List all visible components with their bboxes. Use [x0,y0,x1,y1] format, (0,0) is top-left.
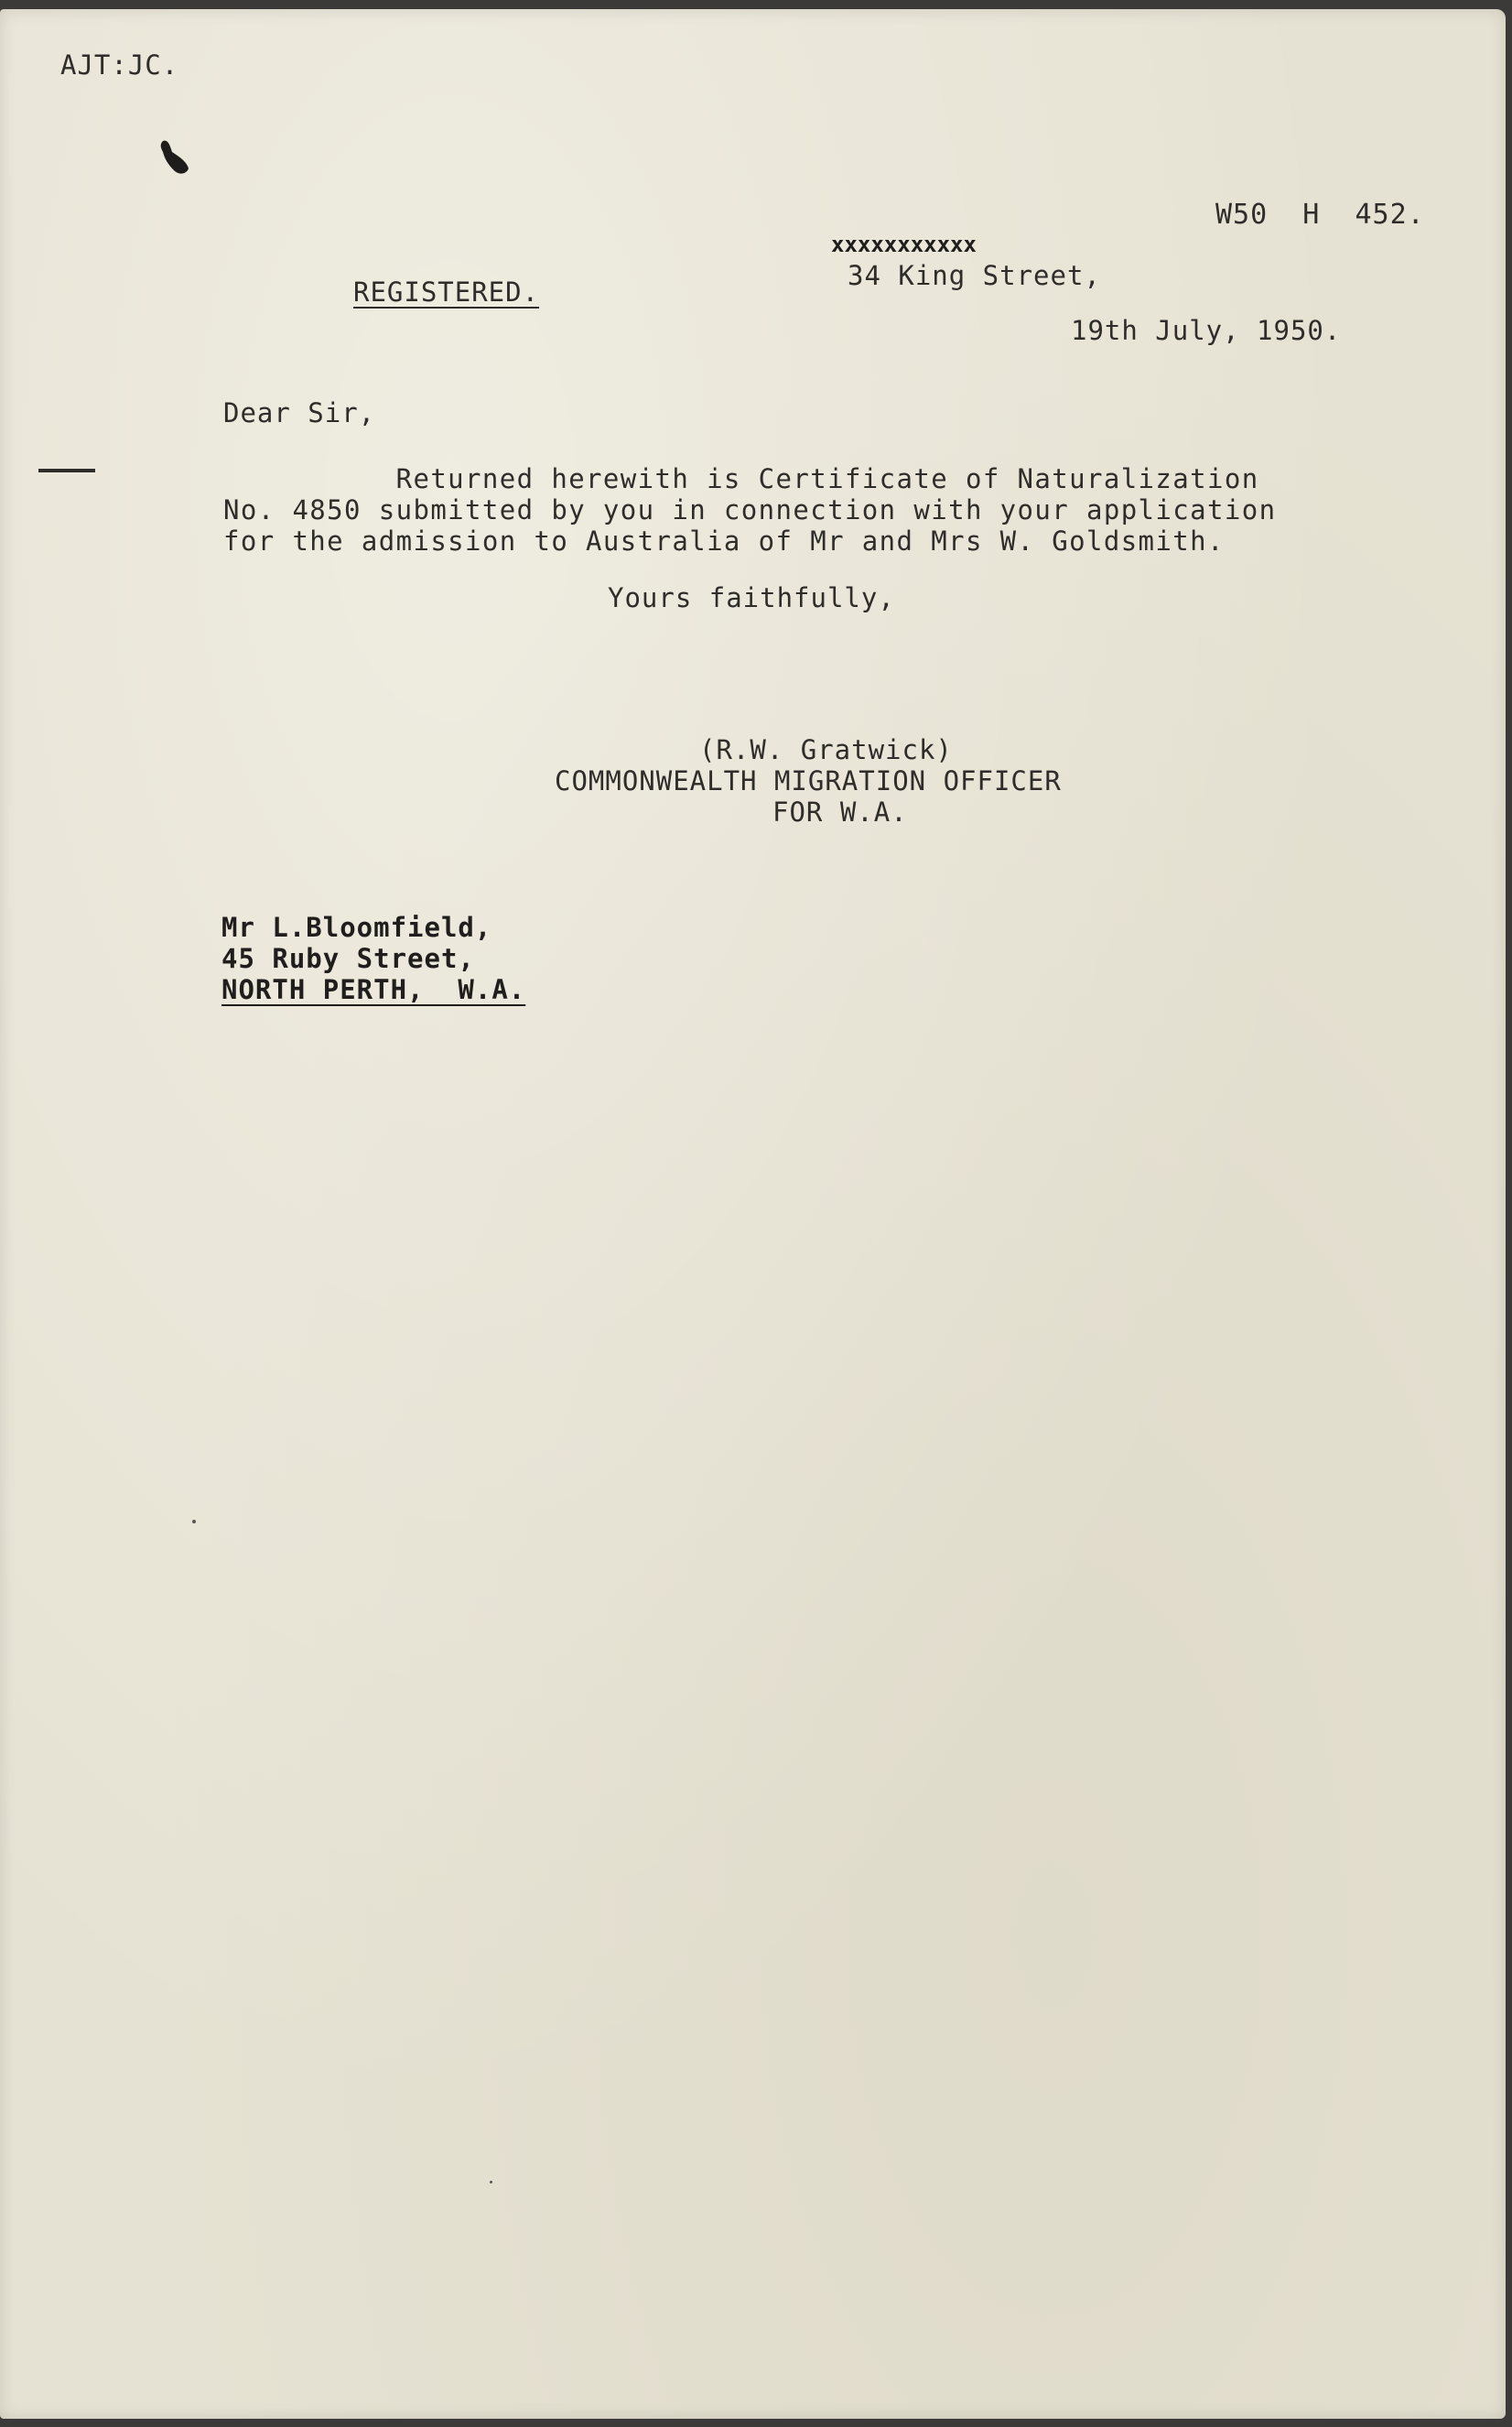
registered-label: REGISTERED. [353,276,540,308]
body-line-3: for the admission to Australia of Mr and Mrs W. Goldsmith. [223,525,1225,557]
typist-initials: AJT:JC. [60,49,179,81]
body-line-2: No. 4850 submitted by you in connection with your application [223,494,1277,525]
ink-blot-mark [156,137,192,183]
file-reference: W50 H 452. [1215,199,1425,231]
struck-out-line: xxxxxxxxxxx [831,232,977,257]
margin-mark [38,469,95,472]
sender-address: 34 King Street, [848,260,1101,291]
signatory-region: FOR W.A. [772,796,908,828]
recipient-city: NORTH PERTH, W.A. [221,974,526,1005]
signatory-name: (R.W. Gratwick) [699,734,953,765]
closing: Yours faithfully, [608,582,895,613]
body-line-1: Returned herewith is Certificate of Naturalization [223,463,1259,494]
letter-page [0,9,1506,2419]
paper-speck [490,2181,492,2183]
recipient-name: Mr L.Bloomfield, [221,912,492,943]
paper-speck [192,1520,196,1523]
salutation: Dear Sir, [223,397,376,428]
signatory-title: COMMONWEALTH MIGRATION OFFICER [555,765,1062,796]
recipient-street: 45 Ruby Street, [221,943,475,974]
letter-date: 19th July, 1950. [1071,315,1342,346]
